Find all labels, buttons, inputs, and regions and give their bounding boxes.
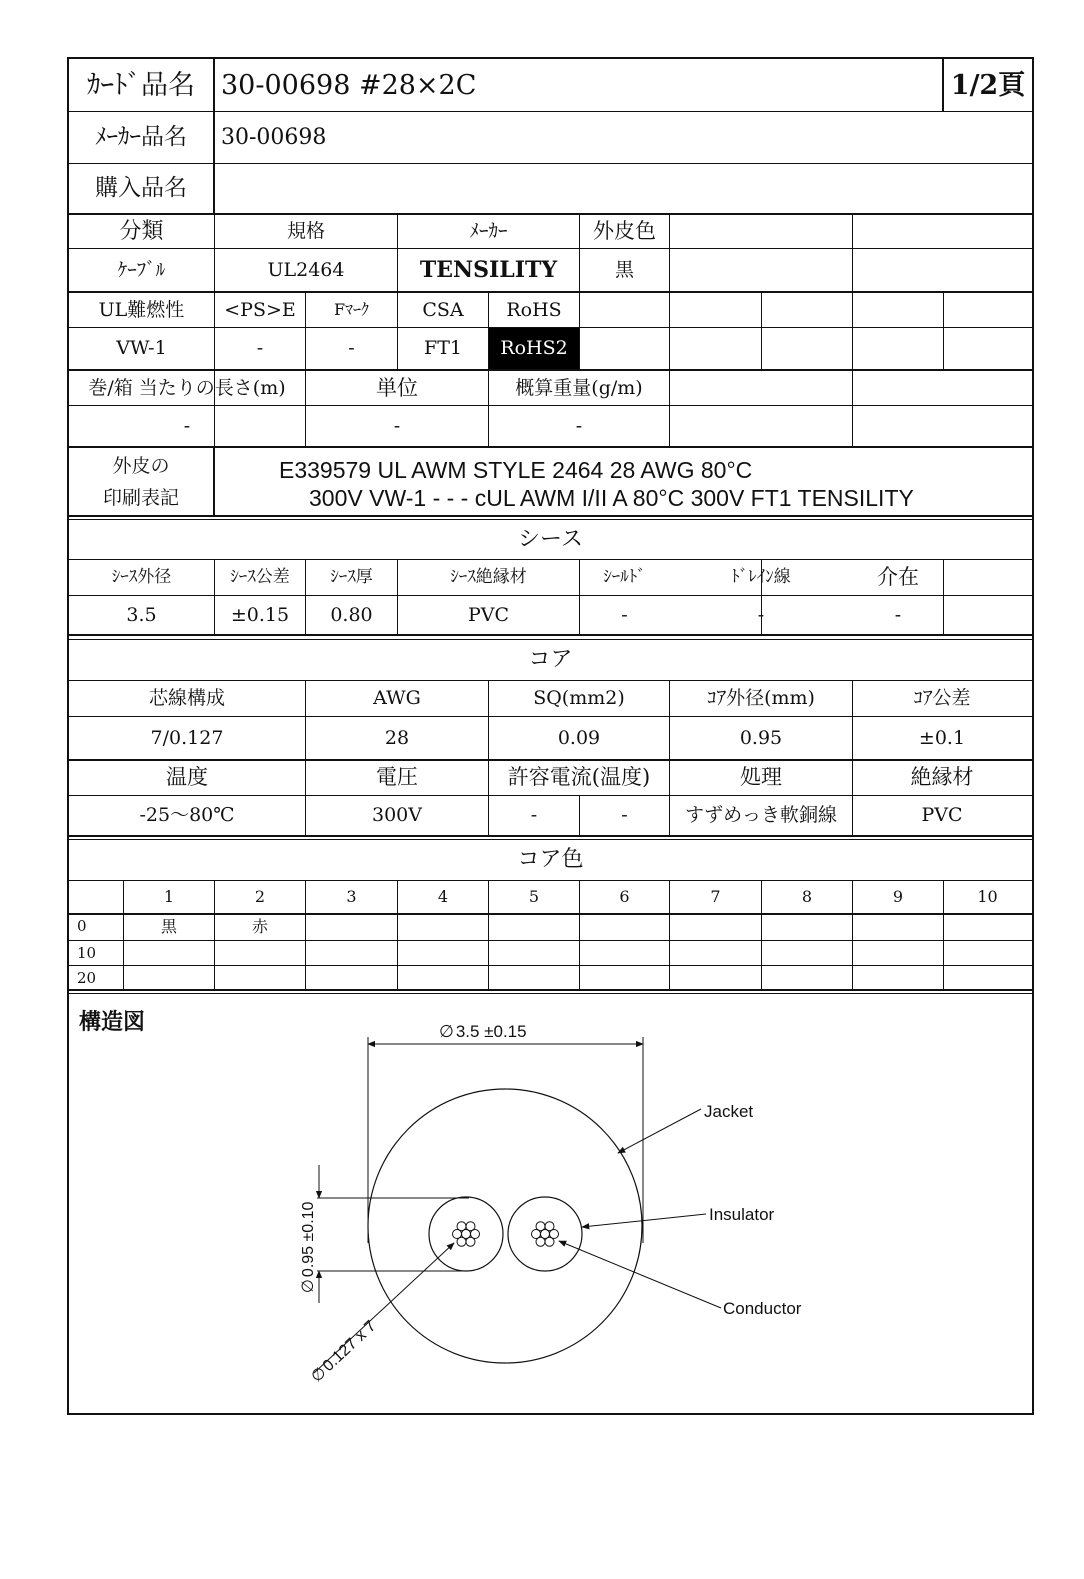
core-header-cell: ｺｱ外径(mm) [707,687,815,709]
maker-part-label: ﾒｰｶｰ品名 [95,124,187,150]
sheath-value-cell: PVC [467,603,510,626]
color-cell [670,941,761,966]
color-row-label: 10 [77,944,97,962]
color-column-header: 1 [163,887,175,906]
outer-dimension-text: ∅ 3.5 ±0.15 [439,1022,527,1041]
color-column-header: 2 [254,887,266,906]
core-value-cell-2: - [530,804,538,826]
fmark-value: - [348,337,355,359]
color-column-header: 5 [528,887,540,906]
rule [669,213,670,446]
conductor-strand [457,1222,466,1231]
color-cell [762,966,852,991]
sheath-value-cell: - [894,603,902,626]
marking-label-line1: 外皮の [112,454,170,477]
core-header-cell-2: 許容電流(温度) [507,765,651,789]
sheath-header-cell: ｼｰｽ外径 [111,567,172,587]
core-value-cell: 0.09 [557,726,601,749]
length-label: 巻/箱 当たりの長さ(m) [88,376,286,399]
color-cell: 黒 [160,916,177,936]
sheath-header-cell: ｼｰｽ公差 [230,567,290,587]
insulator-leader [582,1214,706,1227]
core-header-cell: 芯線構成 [148,687,225,709]
sheath-header-cell: ﾄﾞﾚｲﾝ線 [731,567,791,587]
color-cell [398,966,488,991]
color-cell [398,941,488,966]
jacket-circle [368,1089,642,1363]
purchase-label: 購入品名 [95,175,187,201]
conductor-label: Conductor [723,1299,802,1318]
length-value: - [183,414,191,437]
color-cell [306,966,397,991]
core-dimension-text: ∅0.95 ±0.10 [300,1201,317,1293]
marking-label-line2: 印刷表記 [102,486,179,509]
conductor-strands [453,1222,559,1247]
rule [213,446,215,515]
jacket-leader [618,1109,701,1153]
color-cell [853,966,943,991]
sheath-value-cell: - [621,603,628,626]
core-value-cell: 7/0.127 [150,726,224,749]
core-value-cell-2: PVC [921,804,963,826]
color-cell [306,941,397,966]
fmark-label: Fﾏｰｸ [333,300,370,319]
rule [69,634,1032,636]
maker-label: ﾒｰｶｰ [469,220,508,242]
marking-line2: 300V VW-1 - - - cUL AWM I/II A 80°C 300V FT1 TENSILITY [309,485,914,511]
core-header-cell: AWG [373,687,421,709]
diagram-title: 構造図 [79,1009,146,1034]
color-cell [762,941,852,966]
color-cell: 赤 [251,916,268,936]
sheath-value-cell: 0.80 [330,603,373,626]
color-column-header: 9 [892,887,904,906]
weight-label: 概算重量(g/m) [515,376,643,399]
csa-label: CSA [422,298,464,321]
sheath-value-cell: 3.5 [126,603,157,626]
color-cell [306,914,397,939]
jacket-color-value: 黒 [614,258,634,281]
sheath-header-cell: ｼｰﾙﾄﾞ [603,567,646,587]
marking-line1: E339579 UL AWM STYLE 2464 28 AWG 80°C [279,457,753,483]
color-cell [124,966,214,991]
color-column-header: 10 [977,887,998,906]
color-cell [489,914,579,939]
color-cell [124,941,214,966]
conductor-strand [536,1222,545,1231]
sheath-value-cell: ±0.15 [230,603,290,626]
color-cell [944,914,1031,939]
sheath-header-cell: ｼｰｽ厚 [330,567,373,587]
sheath-title: シース [518,526,583,552]
color-cell [580,941,669,966]
color-cell [580,966,669,991]
core-value-cell: 0.95 [739,726,783,749]
standard-label: 規格 [286,220,325,242]
purchase-value [215,164,1032,213]
rule [579,291,580,369]
core-value-cell-2: すずめっき軟銅線 [684,804,837,826]
color-cell [489,941,579,966]
color-cell [398,914,488,939]
color-cell [944,941,1031,966]
color-cell [944,966,1031,991]
color-cell [762,914,852,939]
color-cell [853,914,943,939]
pse-value: - [256,337,264,359]
maker-value: TENSILITY [419,257,558,283]
jacket-label: Jacket [704,1102,754,1121]
cable-cross-section-diagram [69,993,1032,1413]
conductor-strand [466,1237,475,1246]
card-name-label: ｶｰﾄﾞ品名 [87,69,195,101]
color-row-label: 20 [77,969,97,987]
weight-value: - [575,414,583,437]
rule [852,213,853,446]
unit-label: 単位 [376,375,418,400]
page-number: 1/2頁 [950,69,1026,101]
core-header-cell: SQ(mm2) [533,687,625,709]
color-cell [580,914,669,939]
rule [69,835,1032,837]
color-cell [853,941,943,966]
spec-sheet [67,57,1034,1415]
color-cell [215,966,305,991]
insulator-circle-2 [508,1197,582,1271]
color-cell [670,966,761,991]
rohs-value: RoHS2 [489,328,579,369]
core-header-cell-2: 温度 [166,765,208,789]
insulator-label: Insulator [709,1205,775,1224]
core-header-cell-2: 処理 [740,765,782,789]
core-value-cell-2: -25～80℃ [139,804,235,826]
conductor-strand [545,1237,554,1246]
conductor-strand [545,1222,554,1231]
core-header-cell-2: 絶縁材 [910,765,974,789]
color-row-label: 0 [77,917,87,935]
unit-value: - [393,414,401,437]
core-color-title: コア色 [517,847,584,872]
card-name-value: 30-00698 #28×2C [221,69,477,101]
color-column-header: 4 [437,887,449,906]
rule [761,291,762,369]
rohs-label: RoHS [506,298,562,321]
color-cell [489,966,579,991]
standard-value: UL2464 [267,258,345,281]
core-header-cell: ｺｱ公差 [913,687,971,709]
ul-label: UL難燃性 [98,298,185,321]
core-value-cell: 28 [384,726,410,749]
sheath-value-cell: - [757,603,765,626]
sheath-header-cell: 介在 [877,565,919,589]
core-value-cell: ±0.1 [918,726,966,749]
color-cell [215,941,305,966]
conductor-dimension-text: ∅0.127 x 7 [308,1317,380,1386]
rule [943,291,944,369]
core-value-cell-2: 300V [372,804,422,826]
color-column-header: 3 [346,887,357,906]
sheath-header-cell: ｼｰｽ絶縁材 [450,567,527,587]
pse-label: <PS>E [224,298,296,321]
csa-value: FT1 [424,337,462,359]
color-column-header: 8 [801,887,813,906]
color-column-header: 6 [619,887,630,906]
jacket-color-label: 外皮色 [593,219,656,243]
rule [69,515,1032,517]
ul-value: VW-1 [116,337,167,359]
color-cell [670,914,761,939]
conductor-strand [466,1222,475,1231]
core-title: コア [528,647,573,672]
class-value: ｹｰﾌﾞﾙ [117,258,166,281]
maker-part-value: 30-00698 [221,124,327,150]
core-header-cell-2: 電圧 [376,765,418,789]
color-column-header: 7 [710,887,721,906]
rule [943,559,944,634]
insulator-circle-1 [429,1197,503,1271]
core-value-cell-2: - [621,804,628,826]
class-label: 分類 [119,218,164,244]
